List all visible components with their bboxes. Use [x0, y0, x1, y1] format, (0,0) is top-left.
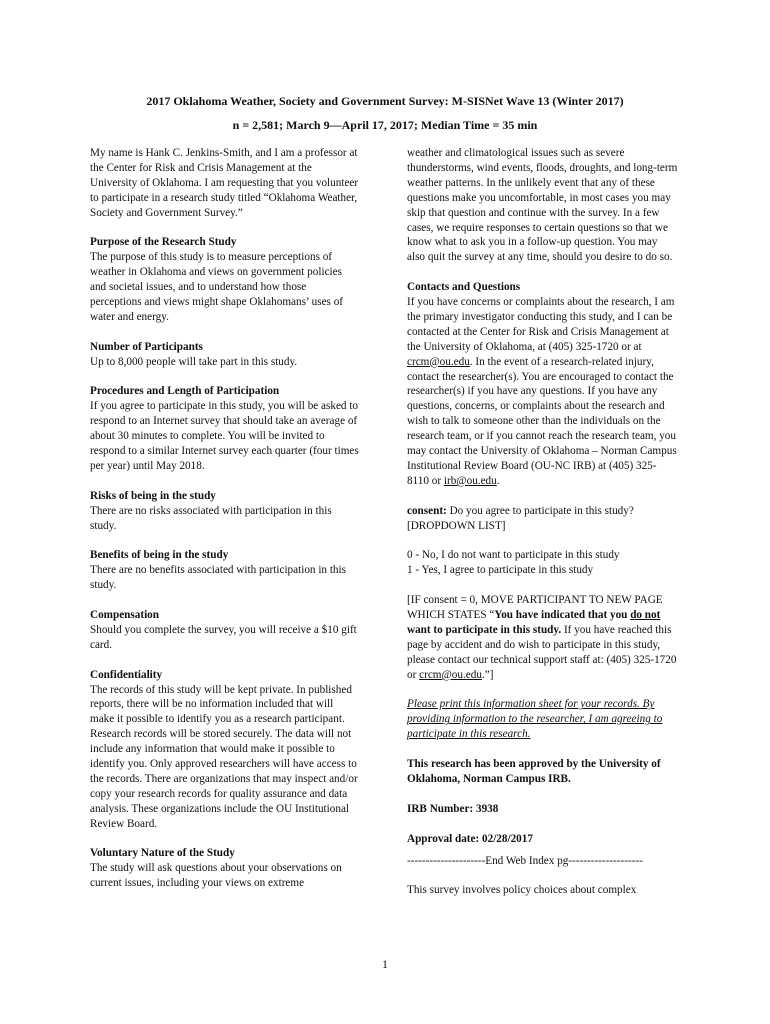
- voluntary-text: The study will ask questions about your observations on current issues, including your views on extreme: [90, 862, 342, 890]
- consent-options: [407, 548, 678, 578]
- purpose-section: [90, 235, 360, 324]
- procedures-section: [90, 384, 360, 473]
- procedures-text: If you agree to participate in this study, you will be asked to respond to an Internet survey that should take an average of about 30 minutes to complete. You will be invited to respond to a similar Internet survey each quarter (four times per year) until May 2018.: [90, 400, 359, 472]
- contacts-text-c: .: [496, 474, 500, 487]
- confidentiality-heading: Confidentiality: [90, 668, 163, 681]
- participants-section: [90, 340, 360, 370]
- procedures-heading: Procedures and Length of Participation: [90, 385, 280, 398]
- risks-section: [90, 489, 360, 534]
- risks-text: There are no risks associated with participation in this study.: [90, 504, 332, 532]
- purpose-text: The purpose of this study is to measure perceptions of weather in Oklahoma and views on government policies and societal issues, and to understand how those perceptions and views might shape Oklahomans’ uses of water and energy.: [90, 251, 344, 323]
- intro-paragraph: My name is Hank C. Jenkins-Smith, and I am a professor at the Center for Risk and Crisis Management at the University of Oklahoma. I am requesting that you volunteer to participate in a research study titled “Oklahoma Weather, Society and Government Survey.”: [90, 147, 359, 219]
- branch-email-link[interactable]: crcm@ou.edu: [419, 668, 482, 681]
- benefits-heading: Benefits of being in the study: [90, 549, 229, 562]
- irb-email-link[interactable]: irb@ou.edu: [443, 474, 497, 487]
- branch-text-b: If you have reached this page by accident and do wish to participate in this study, please contact our technical support staff at: (405) 325-1720 or: [407, 623, 677, 681]
- confidentiality-text: The records of this study will be kept private. In published reports, there will be no information included that will make it possible to identify you as a research participant. Research records will be stored securely. The data will not include any information that would make it possible to identify you. Only approved researchers will have access to the records. There are organizations that may inspect and/or copy your research records for quality assurance and data analysis. These organizations include the OU Institutional Review Board.: [90, 683, 358, 830]
- branch-bold-do-not: do not: [630, 609, 661, 622]
- contacts-text-b: . In the event of a research-related injury, contact the researcher(s). You are encouraged to contact the researcher(s) if you have any questions. If you have any questions, concerns, or complaints about the research and wish to talk to someone other than the individuals on the research team, or if you cannot reach the research team, you may contact the University of Oklahoma – Norman Campus Institutional Review Board (OU-NC IRB) at (405) 325-8110 or: [407, 355, 677, 487]
- benefits-text: There are no benefits associated with participation in this study.: [90, 564, 346, 592]
- compensation-section: [90, 608, 360, 653]
- voluntary-section: [90, 846, 360, 891]
- left-column: [90, 146, 360, 891]
- branch-text-a: [IF consent = 0, MOVE PARTICIPANT TO NEW PAGE WHICH STATES “: [407, 594, 663, 622]
- purpose-heading: Purpose of the Research Study: [90, 236, 237, 249]
- print-notice: Please print this information sheet for your records. By providing information to the researcher, I am agreeing to participate in this research.: [407, 698, 663, 741]
- page-number: 1: [382, 957, 388, 971]
- voluntary-heading: Voluntary Nature of the Study: [90, 847, 235, 860]
- consent-option-no: 0 - No, I do not want to participate in this study: [407, 549, 620, 562]
- risks-heading: Risks of being in the study: [90, 489, 216, 502]
- contacts-heading: Contacts and Questions: [407, 281, 521, 294]
- branch-text-c: .”]: [481, 668, 494, 681]
- policy-paragraph: This survey involves policy choices about complex: [407, 884, 637, 897]
- right-column: [407, 146, 678, 898]
- irb-number: IRB Number: 3938: [407, 802, 499, 815]
- consent-branch-instructions: [407, 593, 678, 682]
- branch-bold-b: want to participate in this study.: [407, 623, 562, 636]
- contacts-section: [407, 280, 678, 489]
- consent-question: [407, 504, 678, 534]
- benefits-section: [90, 548, 360, 593]
- crcm-email-link[interactable]: crcm@ou.edu: [407, 355, 470, 368]
- consent-question-text: Do you agree to participate in this study? [DROPDOWN LIST]: [407, 504, 634, 532]
- contacts-text-a: If you have concerns or complaints about the research, I am the primary investigator conducting this study, and I can be contacted at the Center for Risk and Crisis Management at the University of Oklahoma, at (405) 325-1720 or at: [407, 296, 675, 353]
- branch-bold-a: You have indicated that you: [494, 609, 631, 622]
- end-web-index-marker: ---------------------End Web Index pg--------------------: [407, 855, 643, 868]
- confidentiality-section: [90, 668, 360, 832]
- continued-paragraph: weather and climatological issues such as severe thunderstorms, wind events, floods, droughts, and long-term weather patterns. In the unlikely event that any of these questions make you uncomfortable, in most cases you may skip that question and continue with the survey. In a few cases, we require responses to certain questions so that we know what to ask you in a follow-up question. You may also quit the survey at any time, should you desire to do so.: [407, 147, 678, 264]
- consent-option-yes: 1 - Yes, I agree to participate in this study: [407, 564, 594, 577]
- participants-heading: Number of Participants: [90, 340, 203, 353]
- document-title: 2017 Oklahoma Weather, Society and Government Survey: M-SISNet Wave 13 (Winter 2017): [146, 94, 624, 108]
- participants-text: Up to 8,000 people will take part in this study.: [90, 355, 298, 368]
- consent-label: consent:: [407, 504, 447, 517]
- approval-date: Approval date: 02/28/2017: [407, 832, 533, 845]
- document-subtitle: n = 2,581; March 9—April 17, 2017; Median Time = 35 min: [232, 118, 538, 132]
- irb-approval-statement: This research has been approved by the University of Oklahoma, Norman Campus IRB.: [407, 758, 661, 785]
- compensation-heading: Compensation: [90, 609, 159, 621]
- compensation-text: Should you complete the survey, you will receive a $10 gift card.: [90, 623, 357, 651]
